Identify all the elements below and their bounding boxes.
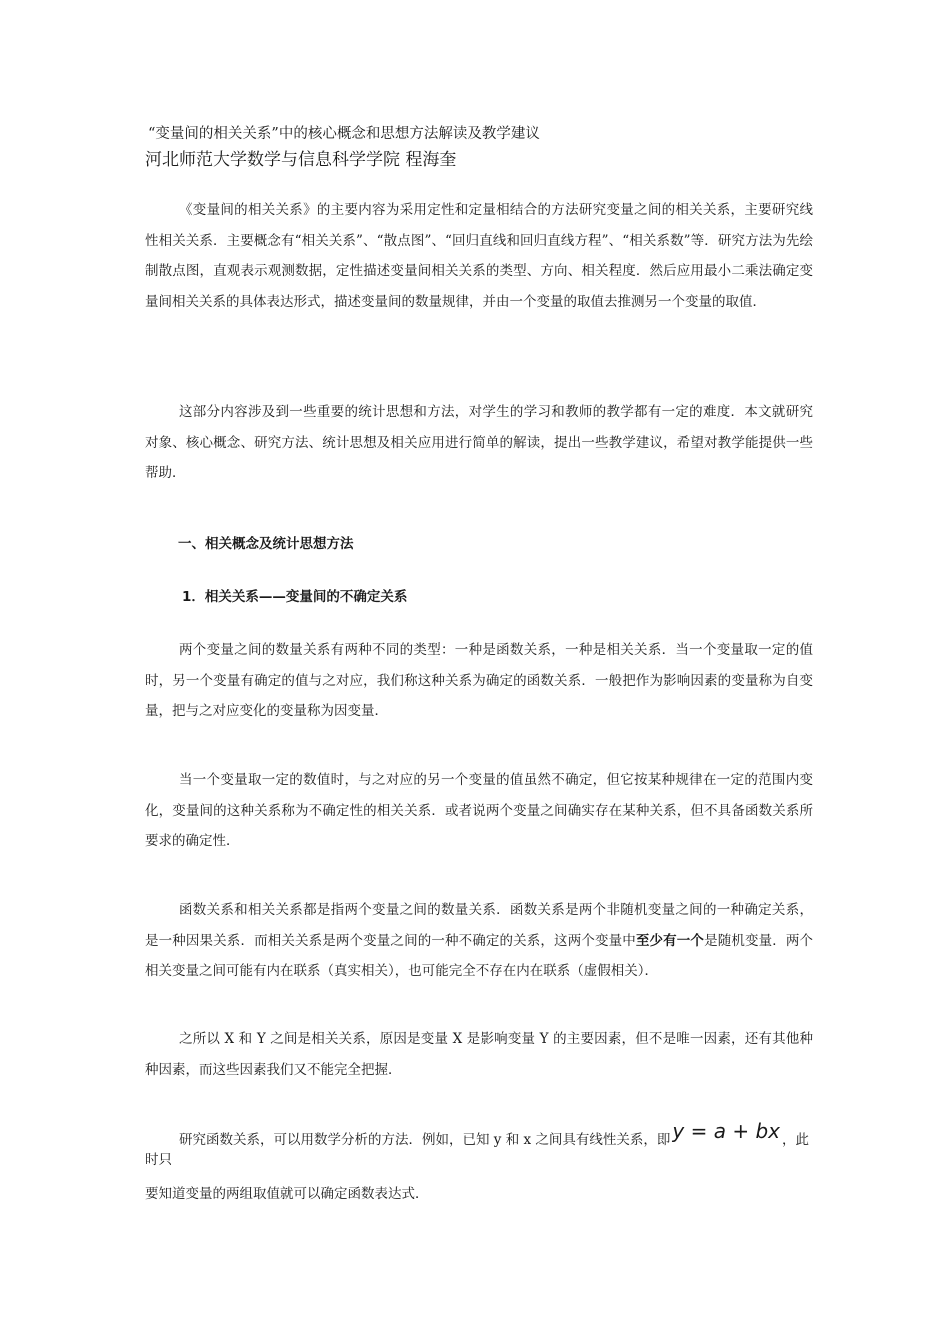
subsection-heading: 1．相关关系——变量间的不确定关系 [182,589,408,605]
author-byline: 河北师范大学数学与信息科学学院 程海奎 [145,150,457,170]
comparison-text-2: 是随机变量．两个相关变量之间可能有内在联系（真实相关），也可能完全不存在内在联系（虚假相关）． [145,932,814,979]
linear-example-continuation: 要知道变量的两组取值就可以确定函数表达式． [145,1186,429,1202]
linear-formula: y = a + bx [672,1119,780,1143]
paragraph-correlation-relation: 当一个变量取一定的数值时，与之对应的另一个变量的值虽然不确定，但它按某种规律在一定的范围内变化，变量间的这种关系称为不确定性的相关关系．或者说两个变量之间确实存在某种关系，但不具备函数关系所要求的确定性． [145,772,813,849]
emphasis-text: 至少有一个 [635,932,705,949]
section-heading: 一、相关概念及统计思想方法 [178,536,354,552]
comparison-text-1: 函数关系和相关关系都是指两个变量之间的数量关系．函数关系是两个非随机变量之间的一种确定关系，是一种因果关系．而相关关系是两个变量之间的一种不确定的关系，这两个变量中 [145,902,813,949]
paragraph-comparison [145,895,813,987]
paragraph-xy-reason: 之所以 X 和 Y 之间是相关关系，原因是变量 X 是影响变量 Y 的主要因素，但不是唯一因素，还有其他种种因素，而这些因素我们又不能完全把握． [145,1031,813,1078]
linear-example-text: 研究函数关系，可以用数学分析的方法．例如，已知 y 和 x 之间具有线性关系，即 [179,1132,671,1148]
linear-example-tail: ，此时只 [145,1132,809,1168]
paragraph-function-relation: 两个变量之间的数量关系有两种不同的类型：一种是函数关系，一种是相关关系．当一个变量取一定的值时，另一个变量有确定的值与之对应，我们称这种关系为确定的函数关系．一般把作为影响因素的变量称为自变量，把与之对应变化的变量称为因变量． [145,642,813,719]
paragraph-difficulty: 这部分内容涉及到一些重要的统计思想和方法，对学生的学习和教师的教学都有一定的难度．本文就研究对象、核心概念、研究方法、统计思想及相关应用进行简单的解读，提出一些教学建议，希望对教学能提供一些帮助． [145,404,813,481]
document-title: “变量间的相关关系”中的核心概念和思想方法解读及教学建议 [148,126,540,142]
paragraph-linear-example [145,1119,813,1170]
paragraph-intro: 《变量间的相关关系》的主要内容为采用定性和定量相结合的方法研究变量之间的相关关系，主要研究线性相关关系．主要概念有“相关关系”、“散点图”、“回归直线和回归直线方程”、“相关系数”等．研究方法为先绘制散点图，直观表示观测数据，定性描述变量间相关关系的类型、方向、相关程度．然后应用最小二乘法确定变量间相关关系的具体表达形式，描述变量间的数量规律，并由一个变量的取值去推测另一个变量的取值． [145,202,813,310]
